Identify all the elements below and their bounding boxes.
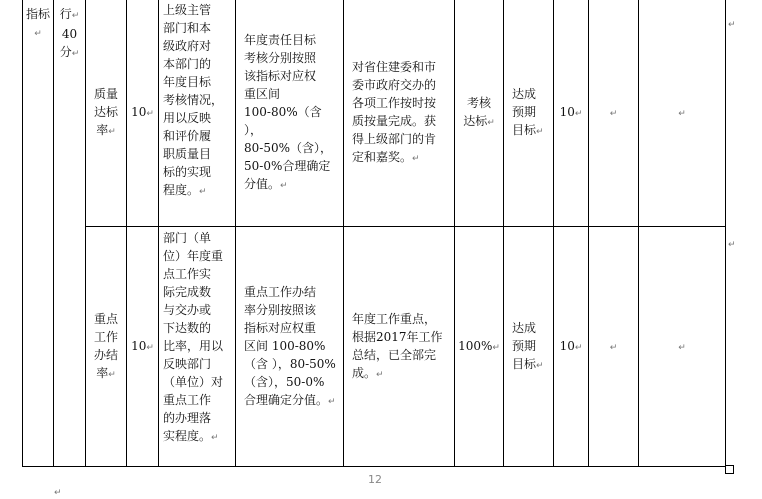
table-row [23, 0, 726, 227]
target-value-cell: 考核 达标↵ [455, 0, 504, 227]
remarks-cell: ↵ [639, 227, 726, 467]
paragraph-mark: ↵ [728, 20, 736, 30]
remarks-cell: ↵ [639, 0, 726, 227]
subcategory-cell: 行↵ 40 分↵ [54, 0, 86, 467]
blank-cell: ↵ [589, 0, 639, 227]
subcategory-line-3: 分 [59, 45, 72, 59]
paragraph-mark: ↵ [728, 240, 736, 250]
category-label: 指标 [25, 7, 50, 21]
blank-cell: ↵ [589, 227, 639, 467]
weight-cell: 10↵ [127, 227, 159, 467]
weight-cell: 10↵ [127, 0, 159, 227]
result-cell: 达成 预期 目标↵ [504, 0, 554, 227]
subcategory-line-2: 40 [61, 27, 78, 41]
score-cell: 10↵ [554, 227, 589, 467]
indicator-name-cell: 质量 达标 率↵ [86, 0, 127, 227]
scoring-method-cell: 重点工作办结 率分别按照该 指标对应权重 区间 100-80% （含 ），80-50% （含），50-0% 合理确定分值。↵ [236, 227, 344, 467]
definition-cell: 上级主管 部门和本 级政府对 本部门的 年度目标 考核情况， 用以反映 和评价履 职质量目 标的实现 程度。↵ [159, 0, 236, 227]
category-cell [23, 0, 54, 467]
subcategory-line-1: 行 [59, 7, 72, 21]
description-cell: 年度工作重点， 根据2017年工作 总结，已全部完 成。↵ [344, 227, 455, 467]
scoring-method-cell: 年度责任目标 考核分别按照 该指标对应权 重区间 100-80%（含 ）， 80-50%（含）， 50-0%合理确定 分值。↵ [236, 0, 344, 227]
target-value-cell: 100%↵ [455, 227, 504, 467]
result-cell: 达成 预期 目标↵ [504, 227, 554, 467]
indicator-name-cell: 重点 工作 办结 率↵ [86, 227, 127, 467]
page-number: 12 [368, 473, 382, 486]
performance-table [22, 0, 726, 467]
definition-cell: 部门（单 位）年度重 点工作实 际完成数 与交办或 下达数的 比率，用以 反映部门 （单位）对 重点工作 的办理落 实程度。↵ [159, 227, 236, 467]
score-cell: 10↵ [554, 0, 589, 227]
table-row [23, 227, 726, 467]
table-resize-handle[interactable] [725, 465, 734, 474]
paragraph-mark: ↵ [34, 29, 42, 39]
description-cell: 对省住建委和市 委市政府交办的 各项工作按时按 质按量完成。获 得上级部门的肯 定和嘉奖。↵ [344, 0, 455, 227]
paragraph-mark: ↵ [54, 488, 62, 498]
